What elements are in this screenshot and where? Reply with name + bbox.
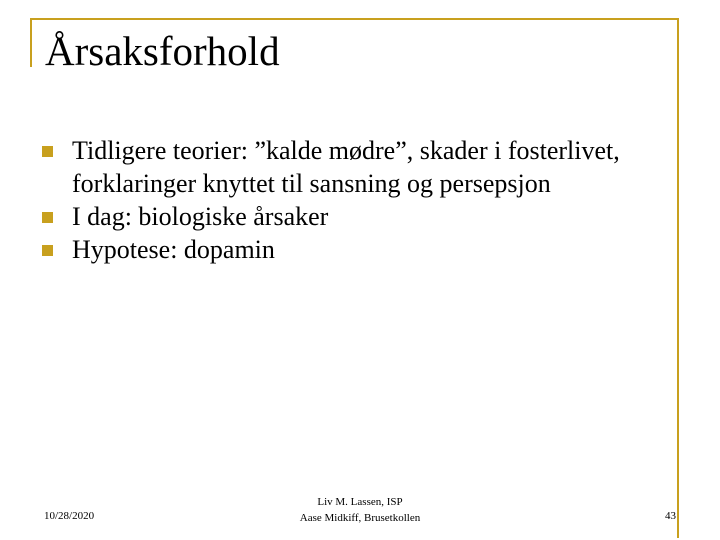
footer-date: 10/28/2020 xyxy=(44,510,95,522)
footer-author-line-2: Aase Midkiff, Brusetkollen xyxy=(299,512,421,524)
footer-author xyxy=(260,494,460,526)
bullet-item xyxy=(42,200,642,233)
slide-title: Årsaksforhold xyxy=(45,28,280,74)
title-frame-top-border xyxy=(30,18,679,20)
square-bullet-icon xyxy=(42,245,53,256)
square-bullet-icon xyxy=(42,212,53,223)
title-frame-left-border xyxy=(30,18,32,67)
bullet-list xyxy=(42,134,642,266)
bullet-text: Tidligere teorier: ”kalde mødre”, skader i fosterlivet, forklaringer knyttet til sansning og persepsjon xyxy=(72,136,620,198)
footer-page-number: 43 xyxy=(665,510,676,522)
bullet-text: I dag: biologiske årsaker xyxy=(72,202,329,231)
bullet-item xyxy=(42,134,642,200)
footer-author-line-1: Liv M. Lassen, ISP xyxy=(317,496,403,508)
bullet-item xyxy=(42,233,642,266)
slide-frame-right-border xyxy=(677,18,679,538)
square-bullet-icon xyxy=(42,146,53,157)
bullet-text: Hypotese: dopamin xyxy=(72,235,275,264)
